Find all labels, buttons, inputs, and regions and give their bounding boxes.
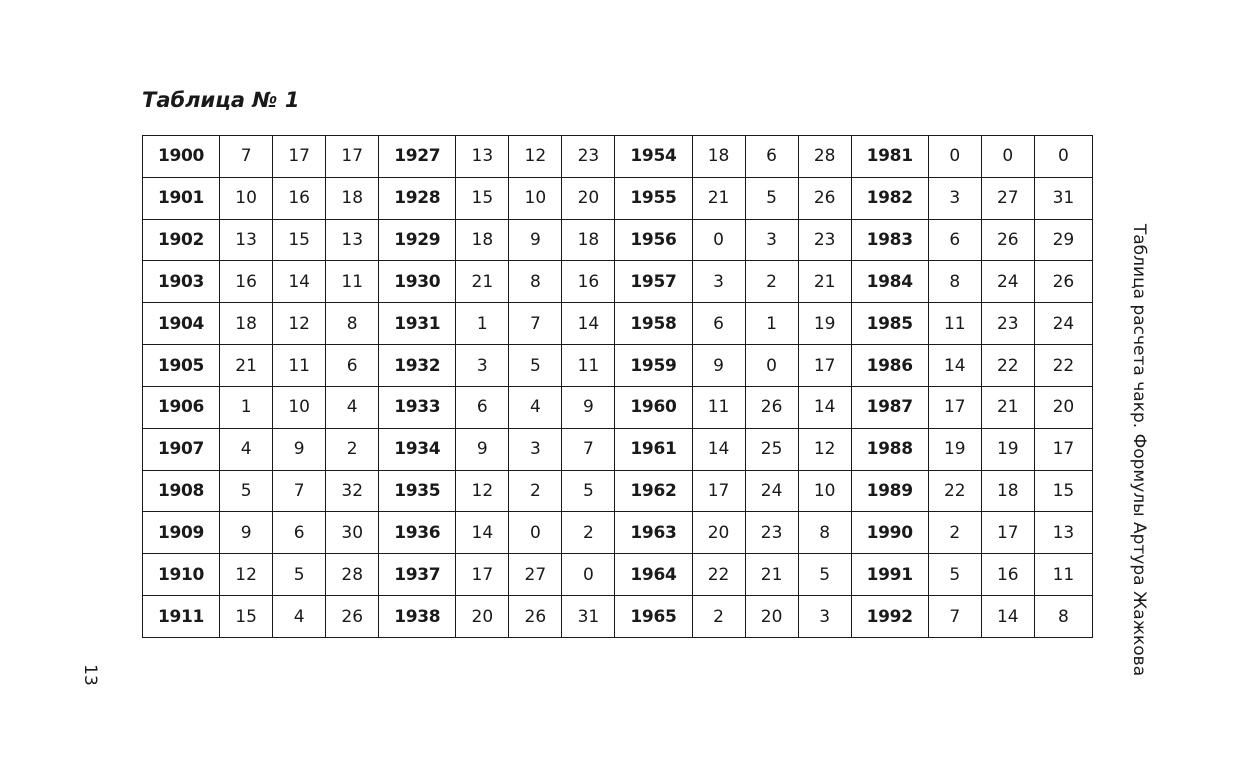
value-cell: 1 xyxy=(745,303,798,345)
value-cell: 23 xyxy=(562,136,615,178)
value-cell: 11 xyxy=(562,345,615,387)
value-cell: 18 xyxy=(692,136,745,178)
year-cell: 1911 xyxy=(143,596,220,638)
value-cell: 26 xyxy=(1034,261,1092,303)
year-cell: 1958 xyxy=(615,303,692,345)
value-cell: 21 xyxy=(692,177,745,219)
value-cell: 24 xyxy=(981,261,1034,303)
value-cell: 26 xyxy=(326,596,379,638)
value-cell: 17 xyxy=(456,554,509,596)
value-cell: 15 xyxy=(273,219,326,261)
year-cell: 1930 xyxy=(379,261,456,303)
value-cell: 14 xyxy=(692,428,745,470)
year-cell: 1909 xyxy=(143,512,220,554)
value-cell: 18 xyxy=(220,303,273,345)
table-row xyxy=(143,470,1093,512)
year-cell: 1932 xyxy=(379,345,456,387)
value-cell: 23 xyxy=(798,219,851,261)
value-cell: 8 xyxy=(326,303,379,345)
value-cell: 2 xyxy=(562,512,615,554)
side-caption: Таблица расчета чакр. Формулы Артура Жажкова xyxy=(1129,223,1149,677)
year-cell: 1902 xyxy=(143,219,220,261)
value-cell: 20 xyxy=(745,596,798,638)
year-cell: 1910 xyxy=(143,554,220,596)
value-cell: 5 xyxy=(220,470,273,512)
year-cell: 1983 xyxy=(851,219,928,261)
table-row xyxy=(143,261,1093,303)
value-cell: 6 xyxy=(456,386,509,428)
value-cell: 7 xyxy=(273,470,326,512)
value-cell: 0 xyxy=(509,512,562,554)
value-cell: 20 xyxy=(562,177,615,219)
value-cell: 1 xyxy=(220,386,273,428)
value-cell: 5 xyxy=(798,554,851,596)
value-cell: 11 xyxy=(692,386,745,428)
value-cell: 6 xyxy=(928,219,981,261)
value-cell: 3 xyxy=(456,345,509,387)
table-row xyxy=(143,428,1093,470)
value-cell: 21 xyxy=(456,261,509,303)
value-cell: 3 xyxy=(798,596,851,638)
year-cell: 1936 xyxy=(379,512,456,554)
year-cell: 1907 xyxy=(143,428,220,470)
value-cell: 14 xyxy=(981,596,1034,638)
value-cell: 6 xyxy=(692,303,745,345)
value-cell: 7 xyxy=(220,136,273,178)
year-cell: 1992 xyxy=(851,596,928,638)
value-cell: 9 xyxy=(220,512,273,554)
year-cell: 1964 xyxy=(615,554,692,596)
value-cell: 4 xyxy=(273,596,326,638)
value-cell: 20 xyxy=(456,596,509,638)
value-cell: 28 xyxy=(798,136,851,178)
year-cell: 1984 xyxy=(851,261,928,303)
value-cell: 14 xyxy=(456,512,509,554)
value-cell: 18 xyxy=(562,219,615,261)
year-cell: 1955 xyxy=(615,177,692,219)
value-cell: 2 xyxy=(928,512,981,554)
value-cell: 2 xyxy=(692,596,745,638)
year-cell: 1938 xyxy=(379,596,456,638)
value-cell: 16 xyxy=(981,554,1034,596)
value-cell: 0 xyxy=(562,554,615,596)
year-cell: 1963 xyxy=(615,512,692,554)
value-cell: 2 xyxy=(745,261,798,303)
value-cell: 28 xyxy=(326,554,379,596)
value-cell: 12 xyxy=(798,428,851,470)
value-cell: 17 xyxy=(273,136,326,178)
year-cell: 1988 xyxy=(851,428,928,470)
value-cell: 27 xyxy=(509,554,562,596)
value-cell: 26 xyxy=(798,177,851,219)
year-cell: 1928 xyxy=(379,177,456,219)
table-row xyxy=(143,177,1093,219)
value-cell: 10 xyxy=(220,177,273,219)
value-cell: 20 xyxy=(692,512,745,554)
value-cell: 11 xyxy=(928,303,981,345)
value-cell: 0 xyxy=(745,345,798,387)
value-cell: 25 xyxy=(745,428,798,470)
value-cell: 10 xyxy=(798,470,851,512)
value-cell: 26 xyxy=(509,596,562,638)
value-cell: 12 xyxy=(509,136,562,178)
value-cell: 4 xyxy=(326,386,379,428)
value-cell: 21 xyxy=(798,261,851,303)
value-cell: 20 xyxy=(1034,386,1092,428)
value-cell: 8 xyxy=(798,512,851,554)
value-cell: 7 xyxy=(928,596,981,638)
value-cell: 6 xyxy=(745,136,798,178)
table-body xyxy=(143,136,1093,638)
value-cell: 19 xyxy=(928,428,981,470)
value-cell: 0 xyxy=(981,136,1034,178)
value-cell: 9 xyxy=(562,386,615,428)
value-cell: 23 xyxy=(745,512,798,554)
value-cell: 22 xyxy=(1034,345,1092,387)
value-cell: 31 xyxy=(1034,177,1092,219)
value-cell: 19 xyxy=(981,428,1034,470)
table-row xyxy=(143,512,1093,554)
value-cell: 3 xyxy=(745,219,798,261)
value-cell: 24 xyxy=(745,470,798,512)
value-cell: 5 xyxy=(509,345,562,387)
value-cell: 3 xyxy=(509,428,562,470)
page-number: 13 xyxy=(80,664,100,686)
year-cell: 1900 xyxy=(143,136,220,178)
year-cell: 1935 xyxy=(379,470,456,512)
year-cell: 1908 xyxy=(143,470,220,512)
value-cell: 6 xyxy=(326,345,379,387)
value-cell: 15 xyxy=(1034,470,1092,512)
year-cell: 1903 xyxy=(143,261,220,303)
table-row xyxy=(143,219,1093,261)
value-cell: 10 xyxy=(273,386,326,428)
value-cell: 14 xyxy=(928,345,981,387)
year-cell: 1960 xyxy=(615,386,692,428)
table-row xyxy=(143,386,1093,428)
value-cell: 22 xyxy=(928,470,981,512)
value-cell: 11 xyxy=(273,345,326,387)
value-cell: 13 xyxy=(220,219,273,261)
value-cell: 26 xyxy=(981,219,1034,261)
value-cell: 12 xyxy=(273,303,326,345)
value-cell: 16 xyxy=(273,177,326,219)
value-cell: 31 xyxy=(562,596,615,638)
year-cell: 1986 xyxy=(851,345,928,387)
value-cell: 17 xyxy=(692,470,745,512)
value-cell: 9 xyxy=(509,219,562,261)
value-cell: 17 xyxy=(798,345,851,387)
year-cell: 1956 xyxy=(615,219,692,261)
value-cell: 13 xyxy=(326,219,379,261)
year-cell: 1990 xyxy=(851,512,928,554)
value-cell: 15 xyxy=(456,177,509,219)
year-cell: 1959 xyxy=(615,345,692,387)
value-cell: 9 xyxy=(456,428,509,470)
value-cell: 18 xyxy=(981,470,1034,512)
value-cell: 32 xyxy=(326,470,379,512)
value-cell: 14 xyxy=(562,303,615,345)
value-cell: 16 xyxy=(220,261,273,303)
value-cell: 9 xyxy=(273,428,326,470)
value-cell: 3 xyxy=(928,177,981,219)
table-row xyxy=(143,345,1093,387)
value-cell: 10 xyxy=(509,177,562,219)
value-cell: 6 xyxy=(273,512,326,554)
value-cell: 17 xyxy=(326,136,379,178)
page-title: Таблица № 1 xyxy=(142,88,300,112)
year-cell: 1987 xyxy=(851,386,928,428)
value-cell: 2 xyxy=(509,470,562,512)
value-cell: 7 xyxy=(509,303,562,345)
value-cell: 17 xyxy=(981,512,1034,554)
value-cell: 14 xyxy=(798,386,851,428)
value-cell: 8 xyxy=(509,261,562,303)
year-cell: 1962 xyxy=(615,470,692,512)
year-cell: 1965 xyxy=(615,596,692,638)
value-cell: 22 xyxy=(692,554,745,596)
table-row xyxy=(143,136,1093,178)
year-cell: 1933 xyxy=(379,386,456,428)
value-cell: 17 xyxy=(1034,428,1092,470)
value-cell: 5 xyxy=(928,554,981,596)
value-cell: 21 xyxy=(981,386,1034,428)
year-cell: 1931 xyxy=(379,303,456,345)
value-cell: 0 xyxy=(928,136,981,178)
year-cell: 1905 xyxy=(143,345,220,387)
value-cell: 24 xyxy=(1034,303,1092,345)
value-cell: 29 xyxy=(1034,219,1092,261)
value-cell: 22 xyxy=(981,345,1034,387)
year-cell: 1985 xyxy=(851,303,928,345)
value-cell: 0 xyxy=(1034,136,1092,178)
value-cell: 7 xyxy=(562,428,615,470)
year-cell: 1934 xyxy=(379,428,456,470)
year-cell: 1961 xyxy=(615,428,692,470)
year-cell: 1989 xyxy=(851,470,928,512)
table-row xyxy=(143,303,1093,345)
value-cell: 13 xyxy=(1034,512,1092,554)
value-cell: 5 xyxy=(273,554,326,596)
year-cell: 1904 xyxy=(143,303,220,345)
year-cell: 1901 xyxy=(143,177,220,219)
value-cell: 18 xyxy=(456,219,509,261)
year-cell: 1929 xyxy=(379,219,456,261)
value-cell: 11 xyxy=(326,261,379,303)
value-cell: 4 xyxy=(220,428,273,470)
value-cell: 1 xyxy=(456,303,509,345)
value-cell: 26 xyxy=(745,386,798,428)
value-cell: 27 xyxy=(981,177,1034,219)
value-cell: 12 xyxy=(456,470,509,512)
table-row xyxy=(143,554,1093,596)
year-cell: 1991 xyxy=(851,554,928,596)
year-cell: 1937 xyxy=(379,554,456,596)
value-cell: 5 xyxy=(745,177,798,219)
value-cell: 12 xyxy=(220,554,273,596)
value-cell: 19 xyxy=(798,303,851,345)
value-cell: 4 xyxy=(509,386,562,428)
year-cell: 1957 xyxy=(615,261,692,303)
year-cell: 1982 xyxy=(851,177,928,219)
value-cell: 11 xyxy=(1034,554,1092,596)
year-cell: 1954 xyxy=(615,136,692,178)
value-cell: 8 xyxy=(928,261,981,303)
value-cell: 21 xyxy=(220,345,273,387)
value-cell: 15 xyxy=(220,596,273,638)
value-cell: 0 xyxy=(692,219,745,261)
year-cell: 1906 xyxy=(143,386,220,428)
value-cell: 18 xyxy=(326,177,379,219)
year-cell: 1981 xyxy=(851,136,928,178)
value-cell: 30 xyxy=(326,512,379,554)
value-cell: 16 xyxy=(562,261,615,303)
value-cell: 8 xyxy=(1034,596,1092,638)
table-row xyxy=(143,596,1093,638)
value-cell: 23 xyxy=(981,303,1034,345)
value-cell: 13 xyxy=(456,136,509,178)
value-cell: 2 xyxy=(326,428,379,470)
value-cell: 21 xyxy=(745,554,798,596)
value-cell: 3 xyxy=(692,261,745,303)
value-cell: 17 xyxy=(928,386,981,428)
year-cell: 1927 xyxy=(379,136,456,178)
chakra-table xyxy=(142,135,1093,638)
value-cell: 14 xyxy=(273,261,326,303)
value-cell: 5 xyxy=(562,470,615,512)
value-cell: 9 xyxy=(692,345,745,387)
